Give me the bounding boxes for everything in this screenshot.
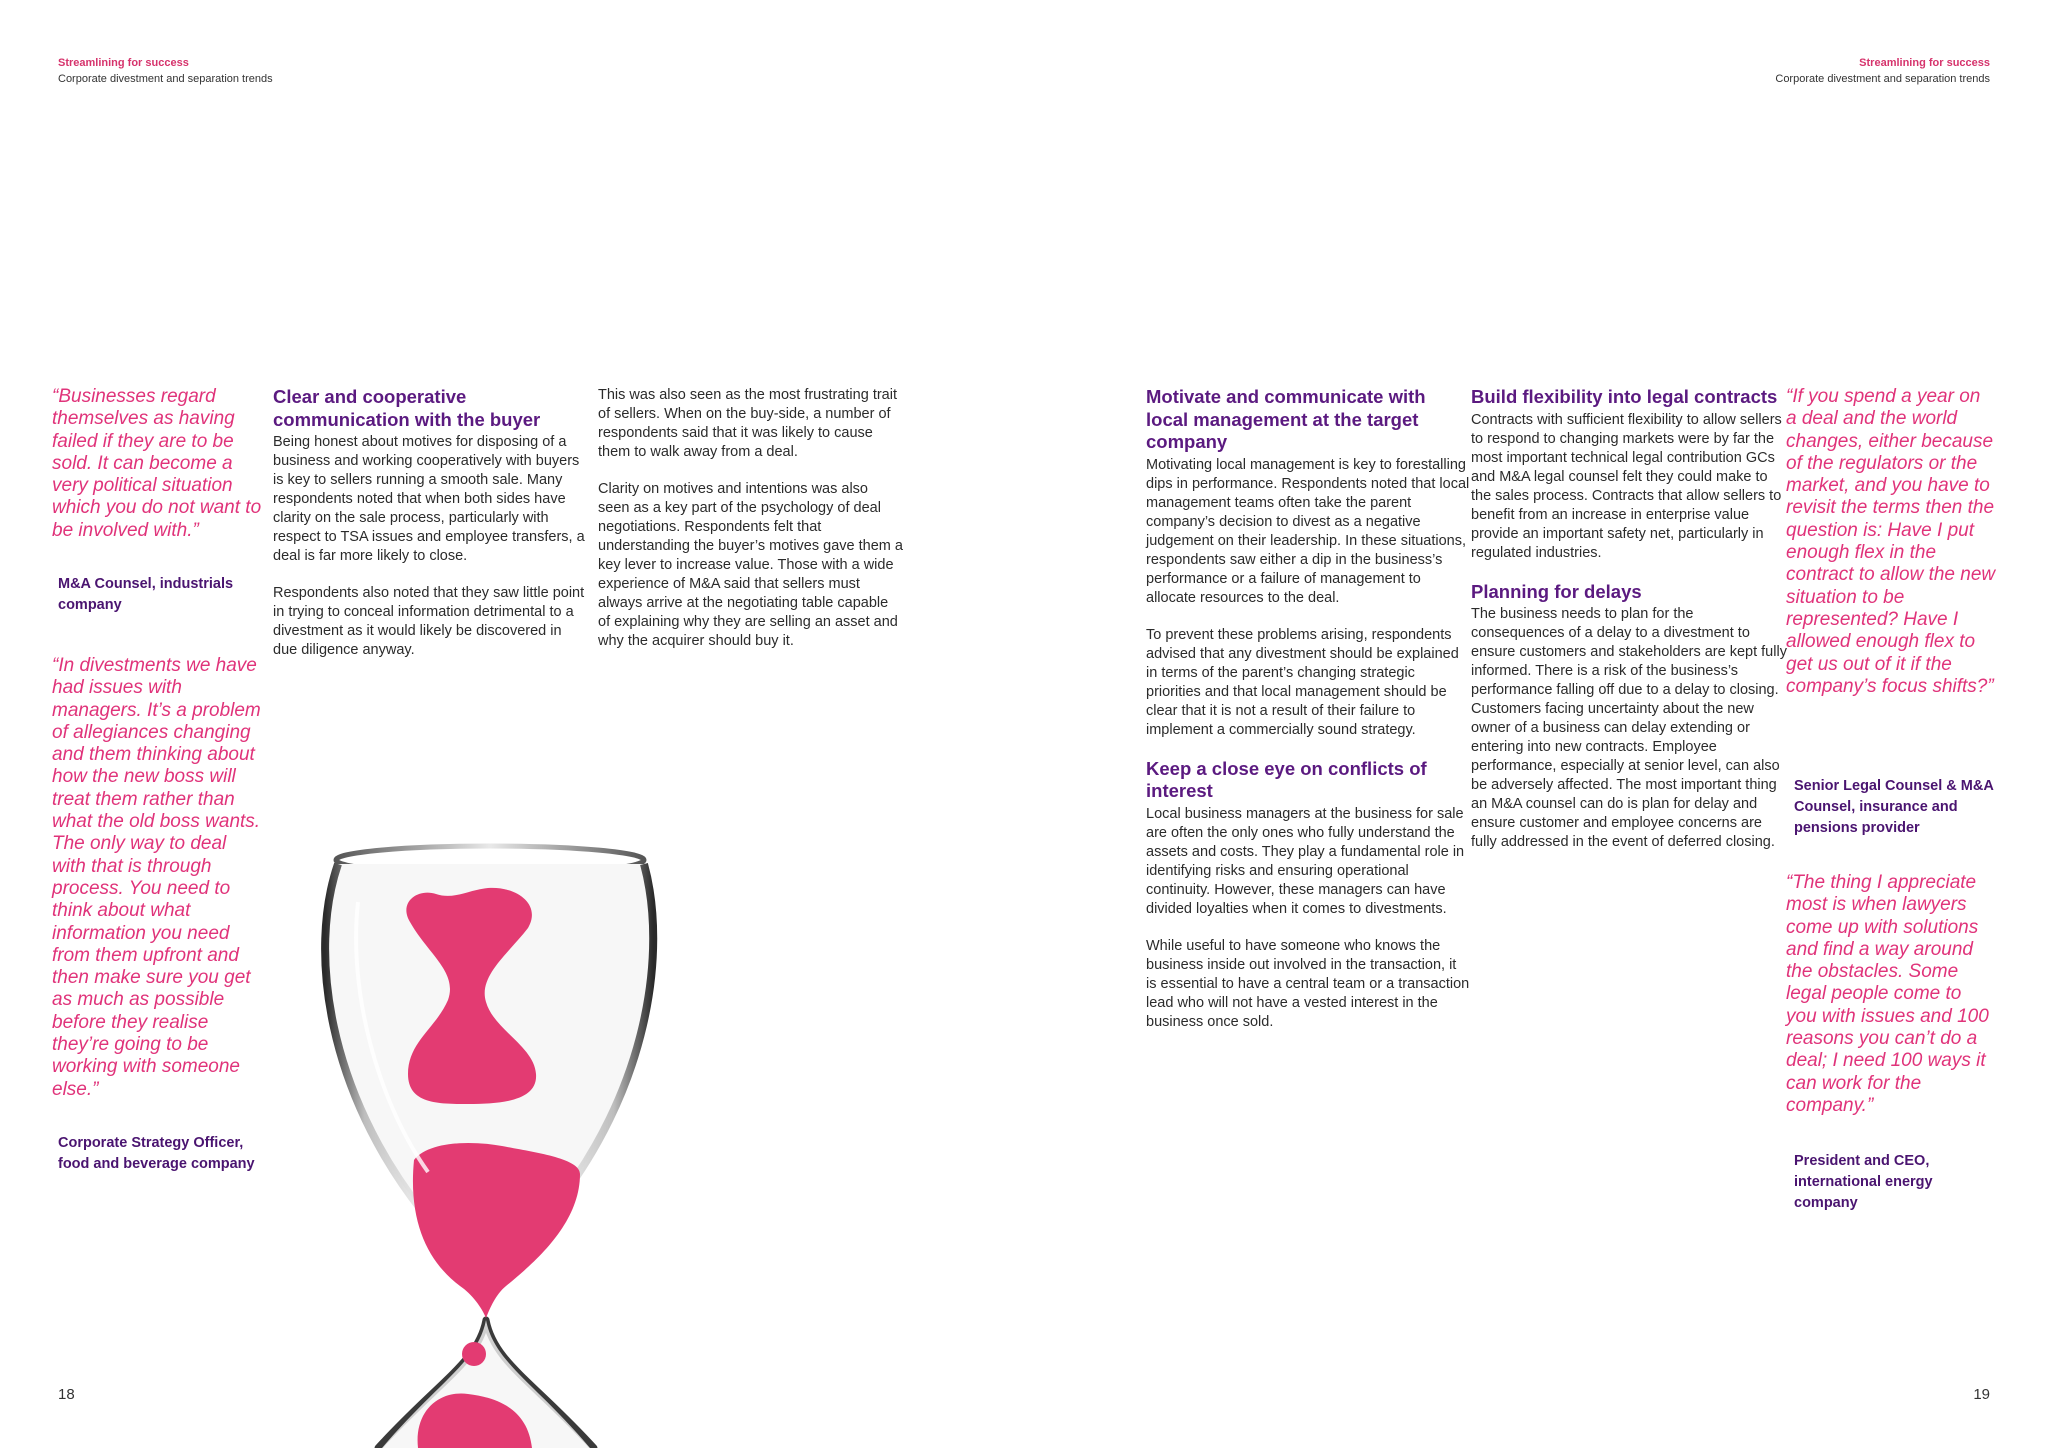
right-page <box>1024 0 2048 1448</box>
paragraph: This was also seen as the most frustrating trait of sellers. When on the buy-side, a number of respondents said that it was likely to cause them to walk away from a deal. <box>598 387 897 460</box>
section-heading-delays: Planning for delays <box>1471 580 1642 602</box>
section-heading-communication: Clear and cooperative communication with the buyer <box>273 386 541 430</box>
header-subtitle: Corporate divestment and separation trends <box>58 73 273 85</box>
page-number-left: 18 <box>58 1386 75 1403</box>
paragraph: Respondents also noted that they saw little point in trying to conceal information detrimental to a divestment as it would likely be discovered in due diligence anyway. <box>273 585 585 658</box>
pull-quote-1: “Businesses regard themselves as having failed if they are to be sold. It can become a very political situation which you do not want to be involved with.” <box>52 386 262 541</box>
pull-quote-2: “In divestments we have had issues with managers. It’s a problem of allegiances changing and them thinking about how the new boss will treat them rather than what the old boss wants. The only way to deal with that is through process. You need to think about what information you need from them upfront and then make sure you get as much as possible before they realise they’re going to be working with someone else.” <box>52 655 261 1100</box>
pull-quote-4: “The thing I appreciate most is when lawyers come up with solutions and find a way around the obstacles. Some legal people come to you with issues and 100 reasons you can’t do a deal; I need 100 ways it can work for the company.” <box>1786 872 1989 1116</box>
article-column-3 <box>1146 386 1470 1050</box>
quote-attribution-3: Senior Legal Counsel & M&A Counsel, insurance and pensions provider <box>1794 778 1994 836</box>
quote-attribution-4: President and CEO, international energy company <box>1794 1153 1933 1211</box>
quote-attribution-2: Corporate Strategy Officer, food and beverage company <box>58 1135 255 1172</box>
paragraph: While useful to have someone who knows the business inside out involved in the transaction, it is essential to have a central team or a transaction lead who will not have a vested interest in the business once sold. <box>1146 937 1470 1030</box>
article-column-1 <box>273 386 585 678</box>
section-heading-motivate: Motivate and communicate with local management at the target company <box>1146 386 1426 452</box>
section-heading-flexibility: Build flexibility into legal contracts <box>1471 386 1778 407</box>
paragraph: The business needs to plan for the consequences of a delay to a divestment to ensure customers and stakeholders are kept fully informed. There is a risk of the business’s performance falling off due to a delay to closing. Customers facing uncertainty about the new owner of a business can delay extending or entering into new contracts. Employee performance, especially at senior level, can also be adversely affected. The most important thing an M&A counsel can do is plan for delay and ensure customer and employee concerns are fully addressed in the event of deferred closing. <box>1471 606 1787 850</box>
header-subtitle: Corporate divestment and separation trends <box>1775 73 1990 85</box>
paragraph: Local business managers at the business for sale are often the only ones who fully understand the assets and costs. They play a fundamental role in identifying risks and ensuring operational continuity. However, these managers can have divided loyalties when it comes to divestments. <box>1146 805 1465 917</box>
quote-attribution-1: M&A Counsel, industrials company <box>58 576 234 613</box>
article-column-2 <box>598 386 903 669</box>
page-header-left <box>58 55 273 87</box>
paragraph: Clarity on motives and intentions was also seen as a key part of the psychology of deal negotiations. Respondents felt that understanding the buyer’s motives gave them a key lever to increase value. Those with a wide experience of M&A said that sellers must always arrive at the negotiating table capable of explaining why they are selling an asset and why the acquirer should buy it. <box>598 481 903 649</box>
header-title: Streamlining for success <box>58 57 189 69</box>
section-heading-conflicts: Keep a close eye on conflicts of interest <box>1146 757 1427 801</box>
page-header-right <box>1775 55 1990 87</box>
paragraph: To prevent these problems arising, respondents advised that any divestment should be explained in terms of the parent’s changing strategic priorities and that local management should be clear that it is not a result of their failure to implement a commercially sound strategy. <box>1146 626 1459 738</box>
pull-quote-3: “If you spend a year on a deal and the world changes, either because of the regulators or the market, and you have to revisit the terms then the question is: Have I put enough flex in the contract to allow the new situation to be represented? Have I allowed enough flex to get us out of it if the company’s focus shifts?” <box>1786 386 1996 697</box>
article-column-4 <box>1471 386 1787 870</box>
paragraph: Motivating local management is key to forestalling dips in performance. Respondents noted that local management teams often take the parent company’s decision to divest as a negative judgement on their leadership. In these situations, respondents saw either a dip in the business’s performance or a failure of management to allocate resources to the deal. <box>1146 456 1470 606</box>
paragraph: Being honest about motives for disposing of a business and working cooperatively with buyers is key to sellers running a smooth sale. Many respondents noted that when both sides have clarity on the sale process, particularly with respect to TSA issues and employee transfers, a deal is far more likely to close. <box>273 434 585 564</box>
page-number-right: 19 <box>1973 1386 1990 1403</box>
paragraph: Contracts with sufficient flexibility to allow sellers to respond to changing markets were by far the most important technical legal contribution GCs and M&A legal counsel felt they could make to the sales process. Contracts that allow sellers to benefit from an increase in enterprise value provide an important safety net, particularly in regulated industries. <box>1471 411 1782 561</box>
hourglass-image <box>318 842 698 1448</box>
header-title: Streamlining for success <box>1859 57 1990 69</box>
